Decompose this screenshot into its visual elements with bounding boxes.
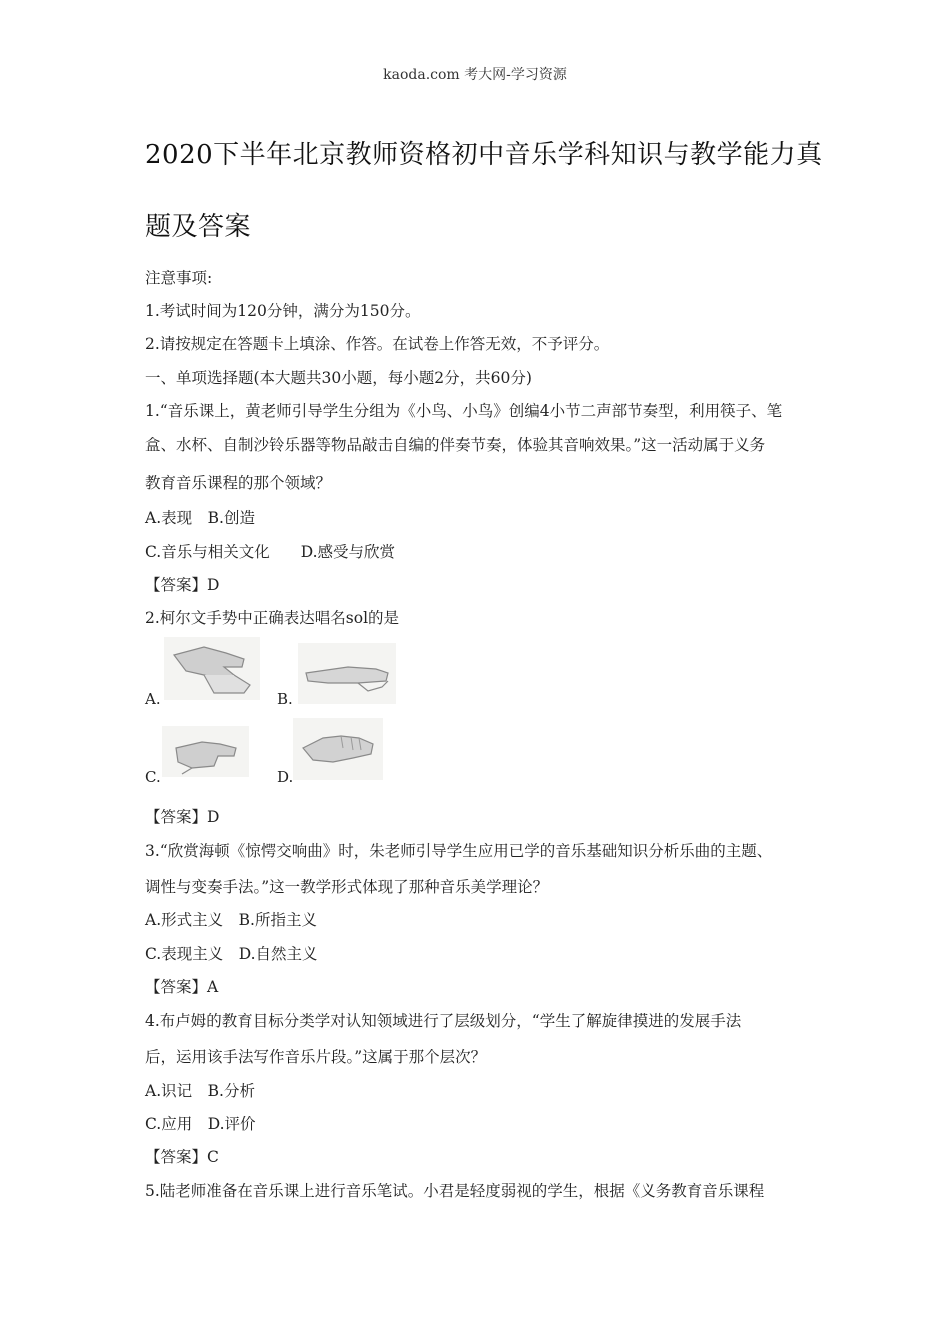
- question-4-line: 后，运用该手法写作音乐片段。”这属于那个层次？: [145, 1048, 487, 1066]
- question-1-line: 盒、水杯、自制沙铃乐器等物品敲击自编的伴奏节奏，体验其音响效果。”这一活动属于义务: [145, 436, 766, 454]
- notice-item: 2.请按规定在答题卡上填涂、作答。在试卷上作答无效，不予评分。: [145, 335, 610, 353]
- notice-item: 1.考试时间为120分钟，满分为150分。: [145, 302, 421, 320]
- option-a-label: A.: [145, 690, 161, 708]
- question-3-line: 3.“欣赏海顿《惊愕交响曲》时，朱老师引导学生应用已学的音乐基础知识分析乐曲的主题、: [145, 842, 773, 860]
- question-1-answer: 【答案】D: [145, 576, 220, 594]
- hand-sign-c-image: [162, 726, 249, 777]
- notice-heading: 注意事项:: [145, 269, 213, 287]
- question-4-options: A.识记 B.分析: [145, 1082, 255, 1100]
- hand-sign-d-icon: [293, 718, 383, 780]
- question-1-options: A.表现 B.创造: [145, 509, 255, 527]
- question-1-options: C.音乐与相关文化 D.感受与欣赏: [145, 543, 396, 561]
- question-3-options: A.形式主义 B.所指主义: [145, 911, 317, 929]
- question-1-line: 教育音乐课程的那个领域？: [145, 474, 332, 492]
- option-d-label: D.: [277, 768, 294, 786]
- hand-sign-b-icon: [298, 643, 396, 704]
- hand-sign-b-image: [298, 643, 396, 704]
- section-heading: 一、单项选择题(本大题共30小题，每小题2分，共60分): [145, 369, 532, 387]
- question-4-options: C.应用 D.评价: [145, 1115, 256, 1133]
- hand-sign-d-image: [293, 718, 383, 780]
- question-2-stem: 2.柯尔文手势中正确表达唱名sol的是: [145, 609, 400, 627]
- question-1-line: 1.“音乐课上，黄老师引导学生分组为《小鸟、小鸟》创编4小节二声部节奏型，利用筷子、笔: [145, 402, 783, 420]
- hand-sign-a-image: [164, 637, 260, 700]
- question-3-answer: 【答案】A: [145, 978, 219, 996]
- question-4-answer: 【答案】C: [145, 1148, 219, 1166]
- document-title-line-2: 题及答案: [145, 212, 252, 242]
- document-title-line-1: 2020下半年北京教师资格初中音乐学科知识与教学能力真: [145, 140, 823, 170]
- hand-sign-c-icon: [162, 726, 249, 777]
- question-3-options: C.表现主义 D.自然主义: [145, 945, 318, 963]
- question-2-answer: 【答案】D: [145, 808, 220, 826]
- question-4-line: 4.布卢姆的教育目标分类学对认知领域进行了层级划分，“学生了解旋律摸进的发展手法: [145, 1012, 742, 1030]
- option-c-label: C.: [145, 768, 161, 786]
- option-b-label: B.: [277, 690, 293, 708]
- question-3-line: 调性与变奏手法。”这一教学形式体现了那种音乐美学理论？: [145, 878, 549, 896]
- hand-sign-a-icon: [164, 637, 260, 700]
- page-header: kaoda.com 考大网-学习资源: [383, 67, 567, 83]
- question-5-line: 5.陆老师准备在音乐课上进行音乐笔试。小君是轻度弱视的学生，根据《义务教育音乐课程: [145, 1182, 765, 1200]
